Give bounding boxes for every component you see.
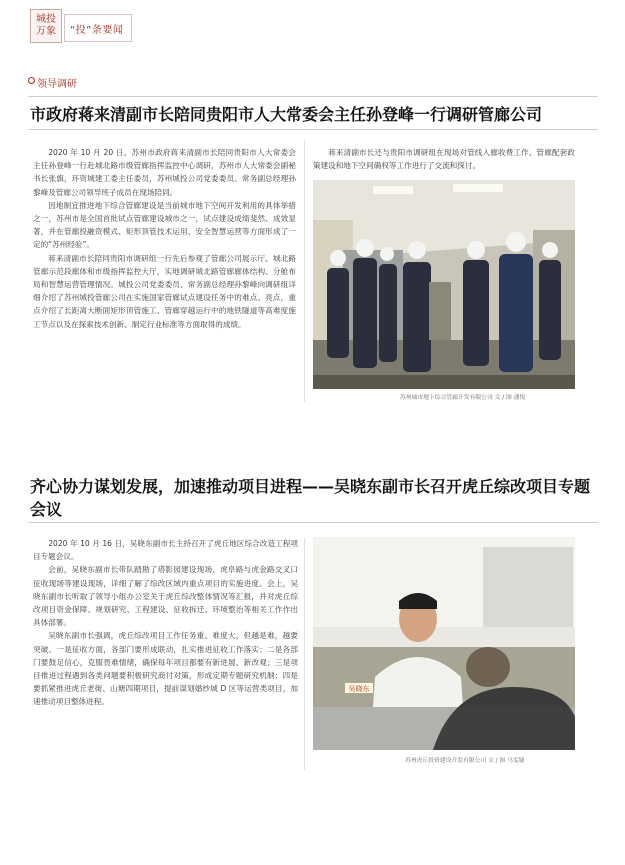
logo-line-2: 万象 (36, 26, 56, 37)
article2-title: 齐心协力谋划发展，加速推动项目进程——吴晓东副市长召开虎丘综改项目专题会议 (30, 477, 591, 519)
divider (28, 522, 598, 523)
section-label: 领导调研 (37, 79, 77, 90)
article2-paragraph: 吴晓东副市长强调，虎丘综改项目工作任务重、难度大，但越是难，越要突破。一是征收方面，各部门要形成联动，扎实推进征收工作落实；二是各部门要鼓足信心，克服畏难情绪，确保每年项目都要有新进展、新改观；三是项目推进过程遇到各类问题要积极研究商讨对策，形成定期专题研究机制；四是要抓紧推进虎丘老街、山塘四期项目，提前谋划婚纱城 D 区等运营类项目，加速推动项目整体进程。 (33, 631, 298, 707)
article1-paragraph: 蒋来清副市长还与贵阳市调研组在现场对管线入廊收费工作、管廊配套政策建设和地下空间确权等工作进行了交流和探讨。 (313, 148, 575, 171)
city-invest-logo (30, 9, 62, 43)
article1-photo (313, 180, 575, 389)
section-bullet-icon (28, 77, 35, 84)
divider (28, 96, 598, 97)
column-divider (304, 538, 305, 770)
pipe-gallery-visit-photo (313, 180, 575, 389)
logo-line-1: 城投 (36, 14, 56, 25)
article1-right-column (313, 146, 575, 172)
article2-paragraph: 会前，吴晓东副市长带队踏勘了塔影园建设现场、虎阜路与虎金路交叉口征收现场等建设现场，详细了解了综改区域内重点项目的实施进度。会上，吴晓东副市长听取了领导小组办公室关于虎丘综改整体情况等汇报，并对虎丘综改项目资金保障、规划研究、工程建设、征收拆迁、环境整治等相关工作作出具体部署。 (33, 565, 298, 628)
column-divider (304, 140, 305, 402)
article1-title: 市政府蒋来清副市长陪同贵阳市人大常委会主任孙登峰一行调研管廊公司 (30, 105, 543, 124)
nameplate-text: 吴晓东 (348, 685, 370, 693)
article1-caption: 苏州城市地下综合管廊开发有限公司 文 / 图 潘悦 (400, 395, 526, 401)
article2-photo (313, 537, 575, 750)
article2-left-column (33, 537, 298, 709)
article1-paragraph: 因地制宜推进地下综合管廊建设是当前城市地下空间开发利用的具体举措之一，苏州市是全国首批试点管廊建设城市之一，试点建设成绩斐然、成效显著，并在管廊投融资模式、矩形顶管技术运用、安全智慧运营等方面形成了一定的“苏州经验”。 (33, 200, 296, 250)
article2-paragraph: 2020 年 10 月 16 日，吴晓东副市长主持召开了虎丘地区综合改造工程项目专题会议。 (33, 539, 298, 562)
article2-caption: 苏州虎丘投资建设开发有限公司 文 / 图 马雯婕 (405, 758, 525, 764)
divider (28, 129, 598, 130)
article1-left-column (33, 146, 296, 331)
article1-paragraph: 蒋来清副市长陪同贵阳市调研组一行先后参观了管廊公司展示厅、城北路管廊示范段廊体和市级指挥监控大厅，实地调研城北路管廊廊体结构、分舱布局和智慧运营管理情况。城投公司党委委员、常务副总经理孙黎峰向调研组详细介绍了苏州城投管廊公司在实施国家管廊试点建设任务中的难点、亮点，重点介绍了长距离大断面矩形顶管施工、管廊穿越运行中的地铁隧道等高难度施工节点以及在探索技术创新、制定行业标准等方面取得的成绩。 (33, 253, 296, 329)
meeting-photo (313, 537, 575, 750)
article1-paragraph: 2020 年 10 月 20 日，苏州市政府蒋来清副市长陪同贵阳市人大常委会主任孙登峰一行赴城北路市级管廊指挥监控中心调研，苏州市人大常委会副秘书长张旗，环资城建工委主任委员，苏州城投公司党委委员、常务副总经理孙黎峰及管廊公司领导班子成员在现场陪同。 (33, 148, 296, 197)
column-tag: “投”条要闻 (70, 25, 124, 36)
